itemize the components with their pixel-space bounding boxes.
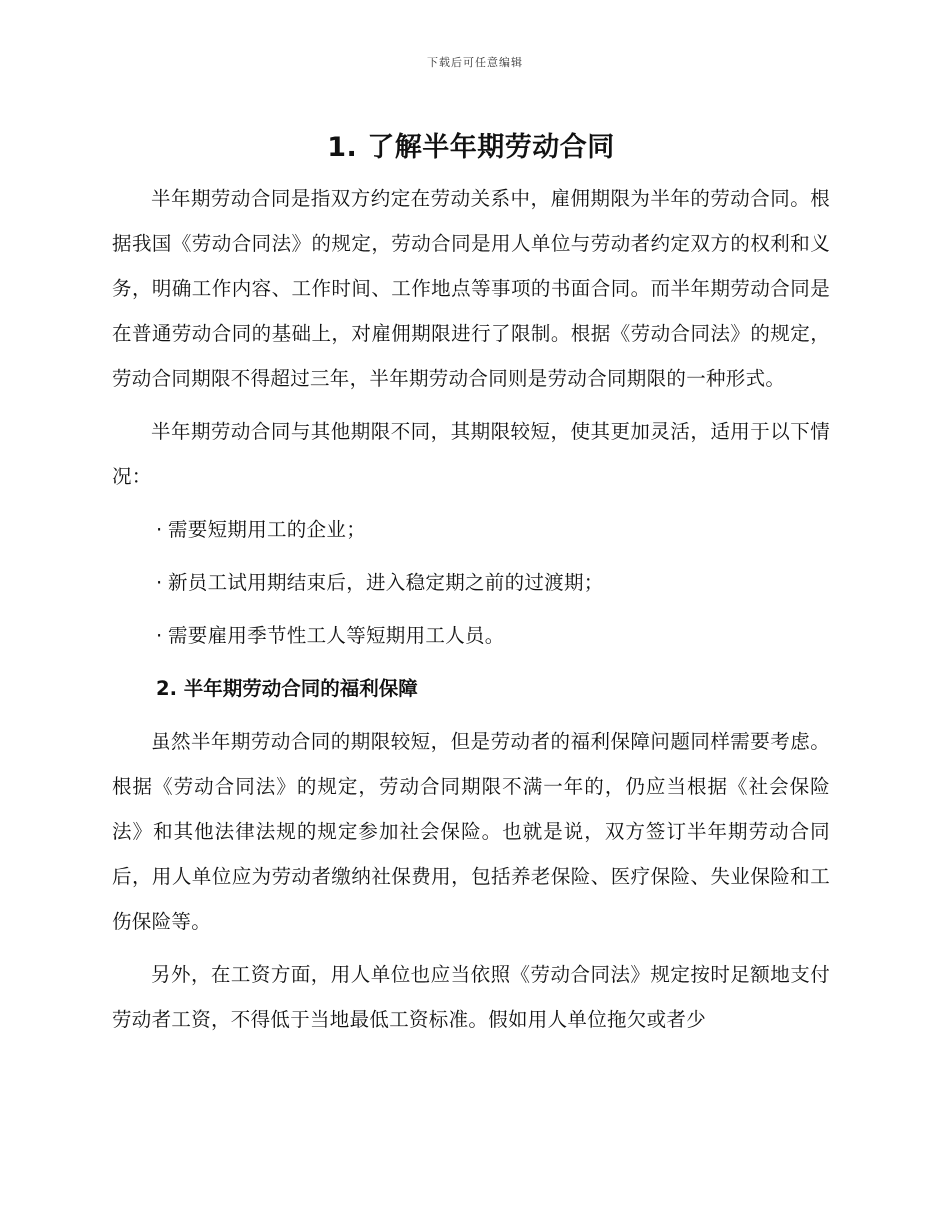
bullet-icon: · <box>156 571 163 594</box>
list-item <box>156 613 830 658</box>
applicable-situations-list <box>112 507 830 658</box>
list-item-text: 需要雇用季节性工人等短期用工人员。 <box>168 624 505 647</box>
document-body <box>112 126 830 1050</box>
list-item <box>156 507 830 552</box>
header-note: 下载后可任意编辑 <box>427 56 523 69</box>
list-item-text: 新员工试用期结束后，进入稳定期之前的过渡期； <box>168 571 604 594</box>
section-2-paragraph-1: 虽然半年期劳动合同的期限较短，但是劳动者的福利保障问题同样需要考虑。根据《劳动合同法》的规定，劳动合同期限不满一年的，仍应当根据《社会保险法》和其他法律法规的规定参加社会保险。也就是说，双方签订半年期劳动合同后，用人单位应为劳动者缴纳社保费用，包括养老保险、医疗保险、失业保险和工伤保险等。 <box>112 730 830 933</box>
section-2-paragraph-2: 另外，在工资方面，用人单位也应当依照《劳动合同法》规定按时足额地支付劳动者工资，不得低于当地最低工资标准。假如用人单位拖欠或者少 <box>112 963 830 1031</box>
intro-paragraph-2: 半年期劳动合同与其他期限不同，其期限较短，使其更加灵活，适用于以下情况： <box>112 420 830 488</box>
list-item-text: 需要短期用工的企业； <box>168 518 367 541</box>
document-title: 1. 了解半年期劳动合同 <box>327 132 615 163</box>
bullet-icon: · <box>156 518 163 541</box>
intro-paragraph-1: 半年期劳动合同是指双方约定在劳动关系中，雇佣期限为半年的劳动合同。根据我国《劳动合同法》的规定，劳动合同是用人单位与劳动者约定双方的权利和义务，明确工作内容、工作时间、工作地点等事项的书面合同。而半年期劳动合同是在普通劳动合同的基础上，对雇佣期限进行了限制。根据《劳动合同法》的规定，劳动合同期限不得超过三年，半年期劳动合同则是劳动合同期限的一种形式。 <box>112 187 830 390</box>
section-2-heading: 2. 半年期劳动合同的福利保障 <box>156 677 418 700</box>
bullet-icon: · <box>156 624 163 647</box>
list-item <box>156 560 830 605</box>
